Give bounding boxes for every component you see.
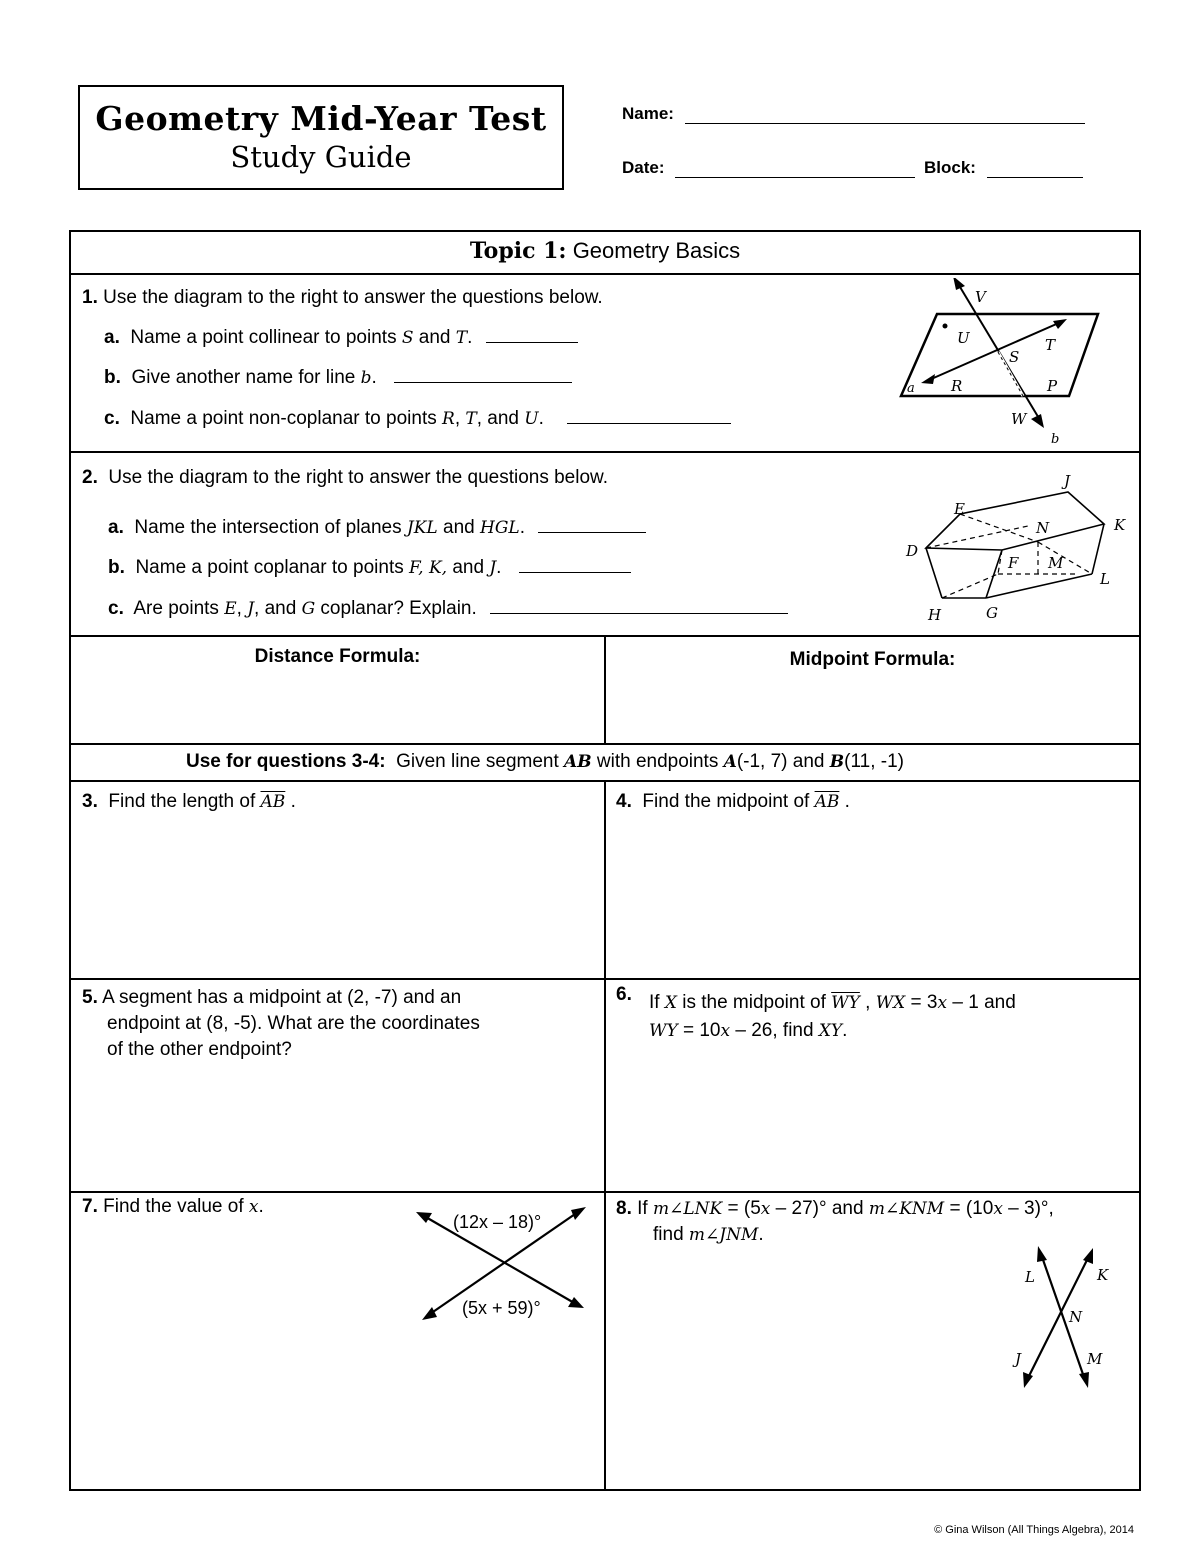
label: K [1114, 516, 1126, 534]
part-text: . [467, 327, 473, 348]
part-text: , [454, 408, 466, 429]
use-for-text: Given line segment [385, 751, 565, 772]
page-title: Geometry Mid-Year Test [95, 99, 547, 138]
var: J [489, 558, 497, 578]
question-2b [108, 556, 631, 579]
date-label: Date: [622, 158, 665, 177]
edge [926, 548, 942, 598]
var: m∠KNM [868, 1199, 945, 1219]
label: K [1097, 1266, 1109, 1284]
label: U [957, 329, 970, 347]
part-label: c. [104, 408, 120, 429]
use-for-text: (-1, 7) and [736, 751, 830, 772]
question-1c [104, 407, 731, 430]
edge [1092, 524, 1104, 574]
question-text: is the midpoint of [676, 992, 832, 1013]
var: WY [649, 1021, 678, 1041]
question-text: of the other endpoint? [107, 1039, 292, 1060]
question-text: = (5 [722, 1198, 761, 1219]
distance-formula-label: Distance Formula: [254, 646, 421, 667]
question-number: 5. [82, 987, 98, 1008]
name-label: Name: [622, 104, 674, 123]
segment: $\overline{WY}$ [831, 993, 860, 1013]
use-for-text: (11, -1) [844, 751, 904, 772]
topic-name: Geometry Basics [572, 238, 741, 263]
divider [604, 780, 606, 1491]
date-blank[interactable] [675, 159, 915, 178]
var: x [937, 993, 948, 1013]
use-for-bold: Use for questions 3-4: [186, 751, 386, 772]
arrowhead-icon [422, 1307, 437, 1320]
use-for-questions [186, 751, 904, 773]
question-3 [82, 791, 296, 813]
question-2 [82, 467, 608, 489]
part-text: and [437, 517, 480, 538]
hidden-edge [1038, 542, 1092, 574]
label: H [928, 606, 942, 624]
plane-diagram [895, 278, 1110, 448]
point-U [943, 324, 948, 329]
question-text: Find the midpoint of [642, 791, 815, 812]
copyright-footer: © Gina Wilson (All Things Algebra), 2014 [934, 1524, 1134, 1536]
line-a [929, 322, 1061, 380]
label: M [1087, 1350, 1103, 1368]
part-text: Are points [133, 598, 225, 619]
label: D [906, 542, 919, 560]
question-text: = (10 [944, 1198, 994, 1219]
question-text: , [859, 992, 876, 1013]
question-text: = 3 [905, 992, 938, 1013]
question-text: Use the diagram to the right to answer the questions below. [108, 467, 608, 488]
edge [986, 574, 1092, 598]
question-text: . [839, 791, 850, 812]
question-text: – 27)° and [770, 1198, 869, 1219]
label: J [1064, 472, 1071, 490]
arrowhead-icon [568, 1297, 584, 1308]
angle-label-1: (12x – 18)° [453, 1212, 542, 1232]
part-label: c. [108, 598, 124, 619]
name-blank[interactable] [685, 105, 1085, 124]
part-text: Name a point non-coplanar to points [130, 408, 443, 429]
question-text: A segment has a midpoint at (2, -7) and an [102, 987, 462, 1008]
question-number: 2. [82, 467, 98, 488]
prism-top [926, 492, 1104, 550]
question-text: If [637, 1198, 653, 1219]
part-text: . [538, 408, 544, 429]
question-6 [649, 989, 1016, 1045]
var: x [248, 1197, 259, 1217]
var: E [224, 599, 237, 619]
question-text: Find the length of [108, 791, 261, 812]
question-text: . [842, 1020, 848, 1041]
hidden-edge [926, 526, 1028, 548]
arrowhead-icon [1079, 1372, 1089, 1388]
var: XY [818, 1021, 843, 1041]
block-field[interactable] [924, 158, 1083, 178]
part-text: Name a point coplanar to points [135, 557, 410, 578]
label: G [986, 604, 998, 622]
page-subtitle: Study Guide [230, 140, 412, 174]
var: x [720, 1021, 731, 1041]
arrowhead-icon [953, 278, 965, 290]
part-text: . [371, 367, 377, 388]
divider [69, 451, 1141, 453]
label: J [1015, 1350, 1022, 1368]
label: M [1048, 554, 1064, 572]
angle-label-2: (5x + 59)° [462, 1298, 541, 1318]
divider [69, 743, 1141, 745]
part-label: b. [104, 367, 121, 388]
topic-prefix: Topic 1: [469, 238, 567, 264]
part-text: and [413, 327, 456, 348]
part-text: , [236, 598, 248, 619]
block-blank[interactable] [987, 159, 1083, 178]
question-number: 3. [82, 791, 98, 812]
label: S [1009, 348, 1020, 366]
arrowhead-icon [1053, 319, 1067, 329]
var: A [723, 752, 737, 772]
var: T [465, 409, 477, 429]
question-1b [104, 366, 572, 389]
arrowhead-icon [1083, 1248, 1093, 1264]
part-text: Name a point collinear to points [130, 327, 402, 348]
divider [69, 273, 1141, 275]
question-text: – 3)°, [1002, 1198, 1054, 1219]
part-text: coplanar? Explain. [315, 598, 477, 619]
label: E [954, 500, 965, 518]
var: x [993, 1199, 1003, 1219]
var: T [455, 328, 468, 348]
arrowhead-icon [1023, 1372, 1033, 1388]
answer-blank[interactable] [490, 597, 788, 614]
intersecting-lines-diagram [1005, 1240, 1125, 1395]
var: m∠LNK [652, 1199, 723, 1219]
var: J [247, 599, 255, 619]
arrowhead-icon [571, 1207, 586, 1220]
var: x [760, 1199, 771, 1219]
question-number: 1. [82, 287, 98, 308]
date-field[interactable] [622, 158, 915, 178]
var: U [524, 409, 539, 429]
question-6-number [616, 984, 632, 1006]
var: WX [875, 993, 906, 1013]
question-2c [108, 597, 788, 620]
part-text: Give another name for line [131, 367, 361, 388]
var: JKL [406, 518, 438, 538]
arrowhead-icon [416, 1212, 432, 1223]
question-number: 4. [616, 791, 632, 812]
question-number: 7. [82, 1196, 98, 1217]
question-8 [616, 1196, 1054, 1248]
var: B [829, 752, 845, 772]
topic-heading [71, 238, 1139, 264]
title-box [78, 85, 564, 190]
part-text: , and [254, 598, 302, 619]
line-b [957, 282, 1040, 420]
var: X [664, 993, 677, 1013]
prism-diagram [898, 470, 1138, 630]
question-1a [104, 326, 578, 349]
question-text: . [758, 1224, 764, 1245]
question-text: endpoint at (8, -5). What are the coordinates [107, 1013, 480, 1034]
answer-blank[interactable] [519, 556, 631, 573]
part-label: a. [108, 517, 124, 538]
var: b [360, 368, 372, 388]
question-text: . [285, 791, 296, 812]
part-label: a. [104, 327, 120, 348]
label: R [951, 377, 963, 395]
var: G [301, 599, 316, 619]
question-text: . [258, 1196, 264, 1217]
question-text: = 10 [677, 1020, 721, 1041]
answer-blank[interactable] [486, 326, 578, 343]
arrowhead-icon [1031, 414, 1044, 428]
segment: $\overline{AB}$ [814, 792, 840, 812]
label: F [1008, 554, 1019, 572]
arrowhead-icon [1037, 1246, 1047, 1262]
label: V [975, 288, 986, 306]
part-text: . [496, 557, 502, 578]
var: AB [564, 752, 592, 772]
question-text: – 1 and [947, 992, 1016, 1013]
part-label: b. [108, 557, 125, 578]
midpoint-formula-label: Midpoint Formula: [789, 649, 956, 670]
label: P [1047, 377, 1058, 395]
part-text: . [519, 517, 525, 538]
block-label: Block: [924, 158, 976, 177]
question-5 [82, 985, 480, 1063]
label: a [907, 381, 915, 396]
question-1 [82, 287, 603, 309]
question-text: Use the diagram to the right to answer the questions below. [103, 287, 603, 308]
part-text: and [447, 557, 490, 578]
answer-blank[interactable] [394, 366, 572, 383]
question-7 [82, 1196, 264, 1218]
part-text: , and [476, 408, 525, 429]
label: L [1100, 570, 1110, 588]
question-text: find [653, 1224, 689, 1245]
question-number: 8. [616, 1198, 632, 1219]
var: HGL [480, 518, 520, 538]
answer-blank[interactable] [538, 516, 646, 533]
label: N [1036, 519, 1050, 537]
label: b [1051, 432, 1060, 447]
question-text: Find the value of [103, 1196, 249, 1217]
question-4 [616, 791, 850, 813]
question-text: – 26, find [730, 1020, 819, 1041]
segment: $\overline{AB}$ [260, 792, 286, 812]
question-number: 6. [616, 984, 632, 1005]
question-text: If [649, 992, 665, 1013]
var: S [401, 328, 414, 348]
label: L [1025, 1268, 1035, 1286]
question-2a [108, 516, 646, 539]
label: T [1045, 336, 1056, 354]
answer-blank[interactable] [567, 407, 731, 424]
var: m∠JNM [688, 1225, 759, 1245]
arrowhead-icon [921, 374, 935, 384]
part-text: Name the intersection of planes [134, 517, 407, 538]
name-field[interactable] [622, 104, 1085, 124]
label: N [1069, 1308, 1083, 1326]
label: W [1011, 410, 1027, 428]
var: R [442, 409, 455, 429]
var: F, K, [409, 558, 448, 578]
use-for-text: with endpoints [591, 751, 724, 772]
